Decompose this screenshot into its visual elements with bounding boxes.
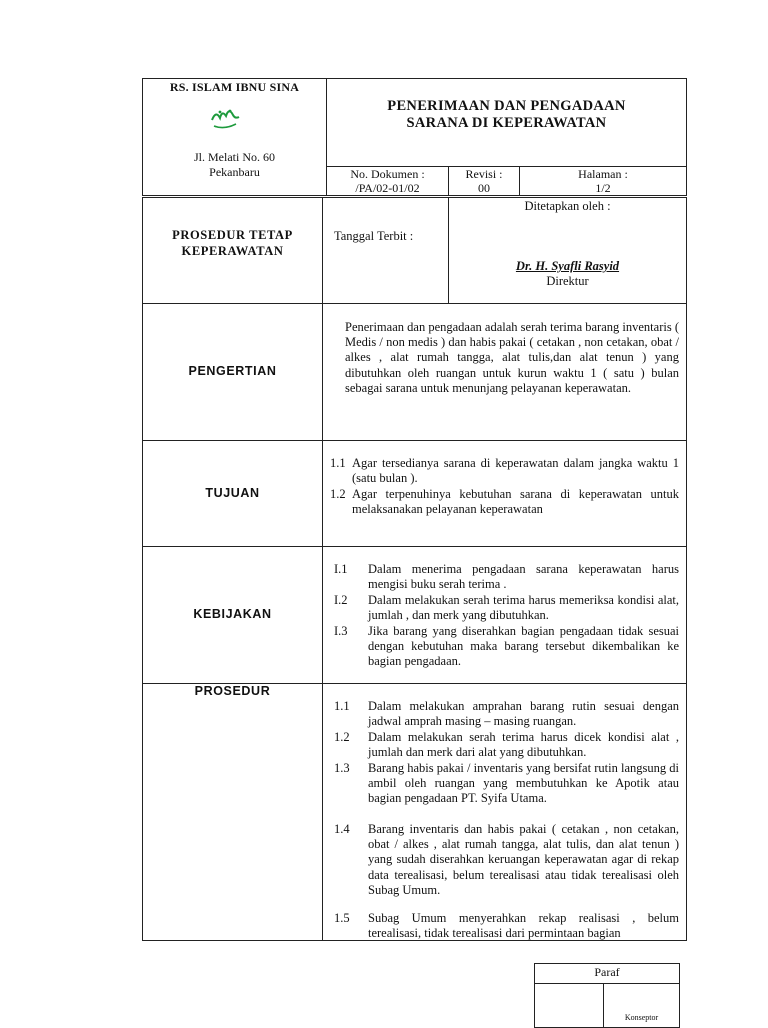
protap-label-line2: KEPERAWATAN: [181, 244, 284, 258]
hospital-name: RS. ISLAM IBNU SINA: [169, 80, 300, 94]
prosedur-item: [334, 761, 679, 822]
prosedur-item-number: 1.1: [334, 699, 350, 713]
tujuan-label: TUJUAN: [205, 486, 260, 500]
kebijakan-item-number: I.1: [334, 562, 348, 576]
page-value: 1/2: [595, 181, 611, 195]
prosedur-label-cell: [142, 683, 323, 941]
tujuan-item-number: 1.2: [330, 487, 346, 501]
kebijakan-item: [334, 593, 679, 624]
kebijakan-item-text: Dalam menerima pengadaan sarana keperawatan harus mengisi buku serah terima .: [368, 562, 679, 592]
pengertian-text: Penerimaan dan pengadaan adalah serah terima barang inventaris ( Medis / non medis ) dan habis pakai ( cetakan , non cetakan, obat / alkes , alat rumah tangga, alat tulis,dan alat tenun ) yang dibutuhkan oleh ruangan untuk kurun waktu 1 ( satu ) bulan sebagai sarana untuk menunjang pelayanan keperawatan.: [345, 320, 679, 395]
prosedur-item-text: Dalam melakukan serah terima harus dicek kondisi alat , jumlah dan merk dari alat yang dibutuhkan.: [368, 730, 679, 760]
tujuan-item-number: 1.1: [330, 456, 346, 470]
prosedur-item-number: 1.2: [334, 730, 350, 744]
tujuan-item: [330, 456, 679, 487]
issued-date-label: Tanggal Terbit :: [334, 229, 414, 243]
kebijakan-item-text: Jika barang yang diserahkan bagian pengadaan tidak sesuai dengan kebutuhan maka barang tersebut dikembalikan ke bagian pengadaan.: [368, 624, 679, 669]
paraf-label: Paraf: [594, 965, 620, 979]
crescent-shape: [203, 101, 234, 141]
prosedur-item: [334, 822, 679, 910]
prosedur-item-text: Subag Umum menyerahkan rekap realisasi , belum terealisasi, tidak terealisasi dari permintaan bagian: [368, 911, 679, 940]
prosedur-item-text: Dalam melakukan amprahan barang rutin sesuai dengan jadwal amprah masing – masing ruangan.: [368, 699, 679, 729]
pengertian-label: PENGERTIAN: [188, 364, 277, 378]
prosedur-item-number: 1.4: [334, 822, 350, 836]
prosedur-item-number: 1.3: [334, 761, 350, 775]
prosedur-item-text: Barang inventaris dan habis pakai ( cetakan , non cetakan, obat / alkes , alat rumah tangga, alat tulis, dan alat tenun ) yang sudah diserahkan keruangan keperawatan agar di rekap data terealisasi, belum terealisasi atau tidak terealisasi oleh Subag Umum.: [368, 822, 679, 897]
konseptor-label: Konseptor: [624, 1013, 659, 1022]
document-title-line1: PENERIMAAN DAN PENGADAAN: [387, 98, 626, 114]
document-title-line2: SARANA DI KEPERAWATAN: [406, 115, 607, 131]
calligraphy-mark: [212, 111, 239, 120]
prosedur-item-text: Barang habis pakai / inventaris yang bersifat rutin langsung di ambil oleh ruangan yang membutuhkan ke Apotik atau bagian pengadaan PT. Syifa Utama.: [368, 761, 679, 806]
director-title: Direktur: [546, 274, 589, 288]
address-line2: Pekanbaru: [209, 165, 260, 179]
kebijakan-item: [334, 562, 679, 593]
kebijakan-item-text: Dalam melakukan serah terima harus memeriksa kondisi alat, jumlah , dan merk yang dibutuhkan.: [368, 593, 679, 623]
kebijakan-item: [334, 624, 679, 670]
revision-label: Revisi :: [465, 167, 503, 181]
established-by-label: Ditetapkan oleh :: [524, 199, 611, 213]
doc-no-value: /PA/02-01/02: [355, 181, 420, 195]
prosedur-item-number: 1.5: [334, 911, 350, 925]
kebijakan-item-number: I.3: [334, 624, 348, 638]
page-label: Halaman :: [578, 167, 628, 181]
prosedur-label: PROSEDUR: [194, 684, 271, 698]
doc-no-label: No. Dokumen :: [350, 167, 425, 181]
paraf-sign-cell-left: [534, 983, 604, 1028]
protap-label-line1: PROSEDUR TETAP: [172, 228, 293, 242]
kebijakan-label: KEBIJAKAN: [193, 607, 272, 621]
hospital-logo: [190, 98, 248, 144]
prosedur-item: [334, 730, 679, 761]
tujuan-item-text: Agar terpenuhinya kebutuhan sarana di keperawatan untuk melaksanakan pelayanan keperawatan: [352, 487, 679, 517]
address-line1: Jl. Melati No. 60: [194, 150, 275, 164]
issued-cell: [322, 197, 449, 304]
prosedur-item: [334, 911, 679, 940]
director-name: Dr. H. Syafli Rasyid: [515, 259, 620, 273]
revision-value: 00: [478, 181, 490, 195]
tujuan-item-text: Agar tersedianya sarana di keperawatan dalam jangka waktu 1 (satu bulan ).: [352, 456, 679, 486]
prosedur-item: [334, 699, 679, 730]
kebijakan-item-number: I.2: [334, 593, 348, 607]
tujuan-item: [330, 487, 679, 518]
